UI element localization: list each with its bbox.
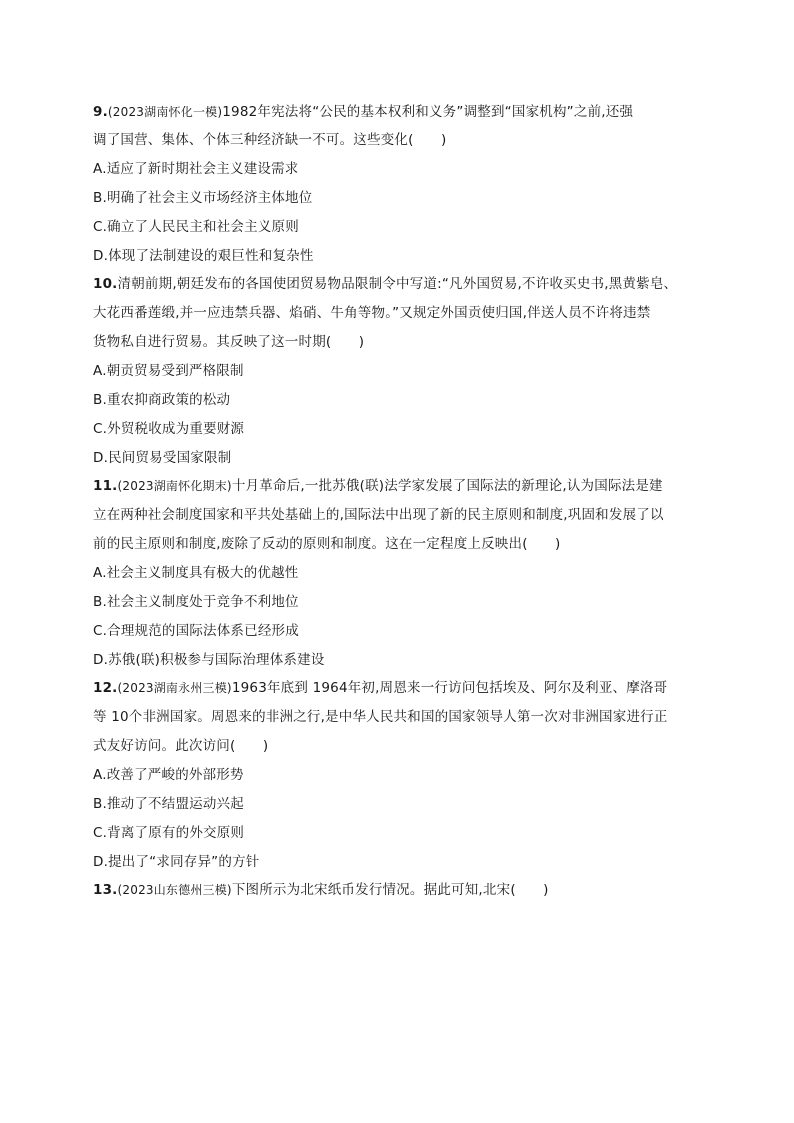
question-text: 清朝前期,朝廷发布的各国使团贸易物品限制令中写道:“凡外国贸易,不许收买史书,黑黄紫皂、: [117, 276, 678, 292]
question-text: 十月革命后,一批苏俄(联)法学家发展了国际法的新理论,认为国际法是建: [231, 478, 663, 494]
question-source: (2023湖南怀化期末): [117, 479, 232, 493]
option-c: C.背离了原有的外交原则: [93, 825, 245, 841]
question-10-line-1: [93, 276, 677, 292]
question-source: (2023湖南怀化一模): [107, 105, 223, 119]
option-a: A.适应了新时期社会主义建设需求: [93, 161, 299, 177]
question-number: 10.: [93, 276, 118, 292]
question-13-line-1: [93, 882, 549, 898]
question-text: 1982年宪法将“公民的基本权利和义务”调整到“国家机构”之前,还强: [222, 104, 634, 120]
question-number: 11.: [93, 478, 118, 494]
question-source: (2023湖南永州三模): [117, 681, 232, 695]
question-10-line-2: 大花西番莲缎,并一应违禁兵器、焰硝、牛角等物。”又规定外国贡使归国,伴送人员不许将违禁: [93, 305, 651, 321]
option-a: A.社会主义制度具有极大的优越性: [93, 565, 299, 581]
option-a: A.朝贡贸易受到严格限制: [93, 363, 244, 379]
question-number: 12.: [93, 680, 118, 696]
option-d: D.民间贸易受国家限制: [93, 450, 232, 466]
option-d: D.提出了“求同存异”的方针: [93, 854, 260, 870]
question-number: 9.: [93, 104, 108, 120]
option-b: B.社会主义制度处于竞争不利地位: [93, 594, 299, 610]
question-9-line-2: 调了国营、集体、个体三种经济缺一不可。这些变化( ): [93, 132, 447, 148]
option-a: A.改善了严峻的外部形势: [93, 767, 244, 783]
question-number: 13.: [93, 882, 118, 898]
option-b: B.明确了社会主义市场经济主体地位: [93, 190, 313, 206]
option-c: C.合理规范的国际法体系已经形成: [93, 623, 299, 639]
question-12-line-2: 等 10个非洲国家。周恩来的非洲之行,是中华人民共和国的国家领导人第一次对非洲国家进行正: [93, 709, 668, 725]
option-d: D.体现了法制建设的艰巨性和复杂性: [93, 248, 314, 264]
question-12-line-3: 式友好访问。此次访问( ): [93, 738, 269, 754]
question-text: 下图所示为北宋纸币发行情况。据此可知,北宋( ): [231, 882, 549, 898]
option-b: B.重农抑商政策的松动: [93, 392, 231, 408]
question-source: (2023山东德州三模): [117, 883, 232, 897]
option-c: C.外贸税收成为重要财源: [93, 421, 245, 437]
question-12-line-1: [93, 680, 667, 696]
question-11-line-1: [93, 478, 663, 494]
question-text: 1963年底到 1964年初,周恩来一行访问包括埃及、阿尔及利亚、摩洛哥: [231, 680, 668, 696]
option-d: D.苏俄(联)积极参与国际治理体系建设: [93, 652, 325, 668]
question-11-line-3: 前的民主原则和制度,废除了反动的原则和制度。这在一定程度上反映出( ): [93, 536, 561, 552]
question-9-line-1: [93, 104, 633, 120]
question-10-line-3: 货物私自进行贸易。其反映了这一时期( ): [93, 334, 365, 350]
option-c: C.确立了人民民主和社会主义原则: [93, 219, 299, 235]
option-b: B.推动了不结盟运动兴起: [93, 796, 244, 812]
question-11-line-2: 立在两种社会制度国家和平共处基础上的,国际法中出现了新的民主原则和制度,巩固和发展了以: [93, 507, 664, 523]
